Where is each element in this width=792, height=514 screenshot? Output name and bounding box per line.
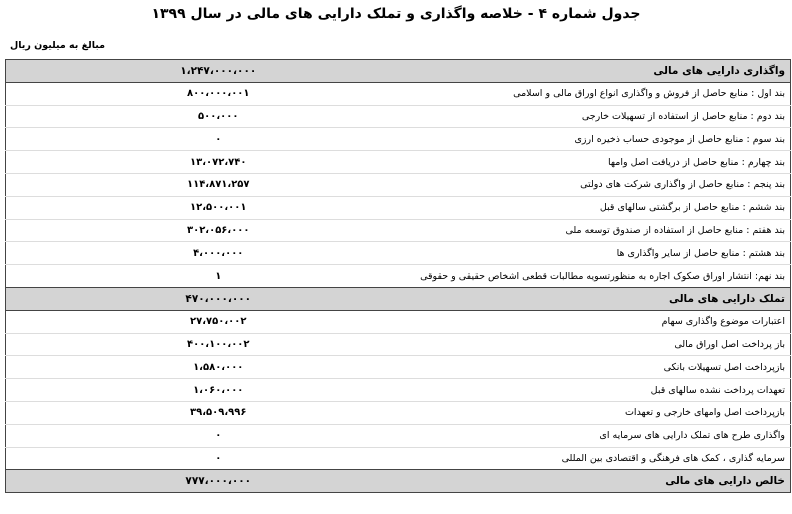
section-header-disposal [6,60,791,83]
row-label: بند اول : منابع حاصل از فروش و واگذاری انواع اوراق مالی و اسلامی [411,82,791,105]
row-value: ۸۰۰،۰۰۰،۰۰۱ [6,82,411,105]
row-value: ۱،۵۸۰،۰۰۰ [6,356,411,379]
total-value: ۷۷۷،۰۰۰،۰۰۰ [6,470,411,493]
table-row [6,173,791,196]
table-row [6,333,791,356]
total-row [6,470,791,493]
table-row [6,82,791,105]
table-row [6,310,791,333]
table-row [6,424,791,447]
row-label: بند ششم : منابع حاصل از برگشتی سالهای قبل [411,196,791,219]
unit-note: مبالغ به میلیون ریال [10,40,106,51]
section-label: تملک دارایی های مالی [411,287,791,310]
table-row [6,356,791,379]
table-row [6,242,791,265]
row-label: سرمایه گذاری ، کمک های فرهنگی و اقتصادی بین المللی [411,447,791,470]
row-label: باز پرداخت اصل اوراق مالی [411,333,791,356]
row-value: ۱۲،۵۰۰،۰۰۱ [6,196,411,219]
table-row [6,196,791,219]
page-title: جدول شماره ۴ - خلاصه واگذاری و تملک دارایی های مالی در سال ۱۳۹۹ [151,6,641,22]
section-value: ۱،۲۴۷،۰۰۰،۰۰۰ [6,60,411,83]
row-value: ۳۹،۵۰۹،۹۹۶ [6,401,411,424]
row-value: ۴،۰۰۰،۰۰۰ [6,242,411,265]
table-row [6,219,791,242]
row-label: بند دوم : منابع حاصل از استفاده از تسهیلات خارجی [411,105,791,128]
total-label: خالص دارایی های مالی [411,470,791,493]
row-label: بازپرداخت اصل وامهای خارجی و تعهدات [411,401,791,424]
row-value: ۰ [6,128,411,151]
row-value: ۴۰۰،۱۰۰،۰۰۲ [6,333,411,356]
summary-table [5,59,791,493]
row-label: بند چهارم : منابع حاصل از دریافت اصل وامها [411,151,791,174]
row-label: تعهدات پرداخت نشده سالهای قبل [411,379,791,402]
row-value: ۱۳،۰۷۲،۷۴۰ [6,151,411,174]
row-value: ۳۰۲،۰۵۶،۰۰۰ [6,219,411,242]
table-row [6,151,791,174]
row-value: ۰ [6,424,411,447]
row-value: ۵۰۰،۰۰۰ [6,105,411,128]
row-value: ۰ [6,447,411,470]
row-label: بازپرداخت اصل تسهیلات بانکی [411,356,791,379]
row-label: اعتبارات موضوع واگذاری سهام [411,310,791,333]
row-label: بند پنجم : منابع حاصل از واگذاری شرکت های دولتی [411,173,791,196]
row-label: بند هشتم : منابع حاصل از سایر واگذاری ها [411,242,791,265]
table-row [6,447,791,470]
table-row [6,105,791,128]
row-label: واگذاری طرح های تملک دارایی های سرمایه ای [411,424,791,447]
row-label: بند هفتم : منابع حاصل از استفاده از صندوق توسعه ملی [411,219,791,242]
section-value: ۴۷۰،۰۰۰،۰۰۰ [6,287,411,310]
row-label: بند سوم : منابع حاصل از موجودی حساب ذخیره ارزی [411,128,791,151]
row-value: ۱ [6,265,411,288]
section-header-acquisition [6,287,791,310]
row-label: بند نهم: انتشار اوراق صکوک اجاره به منظورتسویه مطالبات قطعی اشخاص حقیقی و حقوقی [411,265,791,288]
row-value: ۱،۰۶۰،۰۰۰ [6,379,411,402]
table-row [6,379,791,402]
table-row [6,401,791,424]
section-label: واگذاری دارایی های مالی [411,60,791,83]
row-value: ۲۷،۷۵۰،۰۰۲ [6,310,411,333]
table-row [6,128,791,151]
row-value: ۱۱۴،۸۷۱،۲۵۷ [6,173,411,196]
table-row [6,265,791,288]
